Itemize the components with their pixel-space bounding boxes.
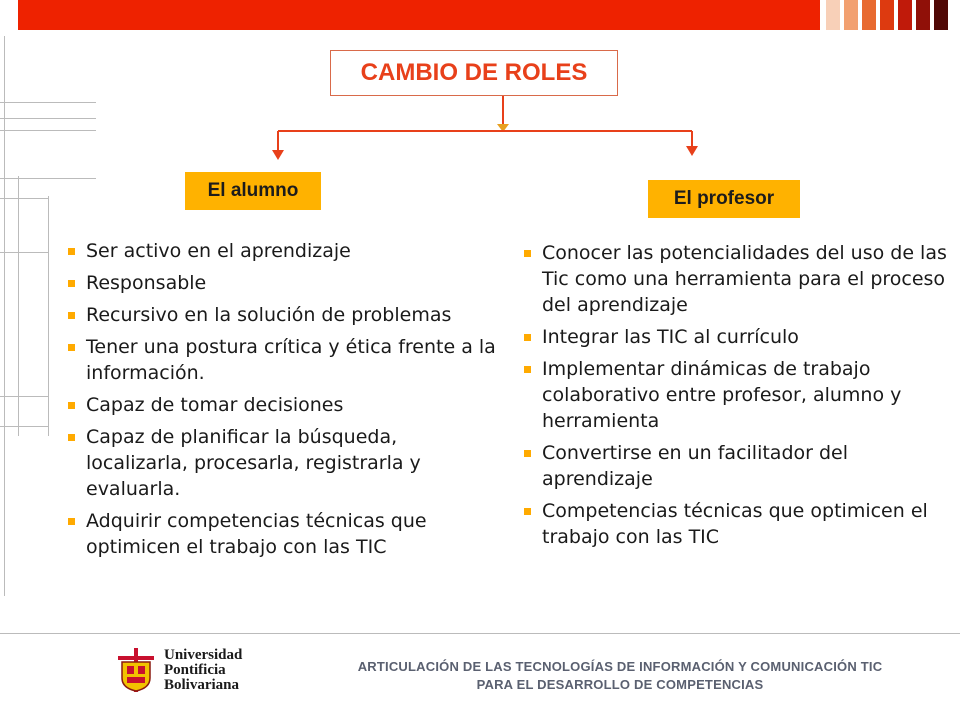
list-item: Tener una postura crítica y ética frente a la información. bbox=[62, 334, 502, 386]
bullet-square-icon bbox=[68, 434, 75, 441]
logo-line: Bolivariana bbox=[164, 677, 240, 693]
list-item: Capaz de planificar la búsqueda, localizarla, procesarla, registrarla y evaluarla. bbox=[62, 424, 502, 502]
student-bullet-list bbox=[62, 238, 502, 566]
university-logo bbox=[112, 640, 262, 696]
bullet-square-icon bbox=[524, 250, 531, 257]
list-item: Conocer las potencialidades del uso de las Tic como una herramienta para el proceso del aprendizaje bbox=[518, 240, 950, 318]
bullet-square-icon bbox=[524, 334, 531, 341]
bullet-square-icon bbox=[68, 280, 75, 287]
role-box-student bbox=[185, 172, 321, 210]
list-item: Recursivo en la solución de problemas bbox=[62, 302, 502, 328]
list-item: Integrar las TIC al currículo bbox=[518, 324, 950, 350]
bullet-square-icon bbox=[68, 402, 75, 409]
list-item: Convertirse en un facilitador del aprendizaje bbox=[518, 440, 950, 492]
teacher-bullet-list bbox=[518, 240, 950, 556]
footer-line: ARTICULACIÓN DE LAS TECNOLOGÍAS DE INFORMACIÓN Y COMUNICACIÓN TIC bbox=[357, 659, 883, 674]
list-item: Ser activo en el aprendizaje bbox=[62, 238, 502, 264]
footer-line: PARA EL DESARROLLO DE COMPETENCIAS bbox=[476, 677, 764, 692]
logo-line: Pontificia bbox=[164, 662, 226, 678]
bullet-square-icon bbox=[68, 344, 75, 351]
footer-text bbox=[292, 658, 948, 694]
bullet-square-icon bbox=[68, 312, 75, 319]
list-item: Responsable bbox=[62, 270, 502, 296]
logo-wordmark bbox=[164, 648, 242, 693]
logo-line: Universidad bbox=[164, 647, 243, 663]
bullet-square-icon bbox=[524, 450, 531, 457]
university-shield-icon bbox=[116, 648, 156, 692]
list-item: Adquirir competencias técnicas que optimicen el trabajo con las TIC bbox=[62, 508, 502, 560]
bullet-square-icon bbox=[68, 248, 75, 255]
list-item: Competencias técnicas que optimicen el trabajo con las TIC bbox=[518, 498, 950, 550]
bullet-square-icon bbox=[524, 508, 531, 515]
bullet-square-icon bbox=[68, 518, 75, 525]
bullet-square-icon bbox=[524, 366, 531, 373]
role-label-teacher: El profesor bbox=[673, 188, 775, 209]
role-label-student: El alumno bbox=[207, 180, 299, 201]
title-box bbox=[330, 50, 618, 96]
role-box-teacher bbox=[648, 180, 800, 218]
list-item: Implementar dinámicas de trabajo colaborativo entre profesor, alumno y herramienta bbox=[518, 356, 950, 434]
page-title: CAMBIO DE ROLES bbox=[360, 59, 588, 86]
list-item: Capaz de tomar decisiones bbox=[62, 392, 502, 418]
